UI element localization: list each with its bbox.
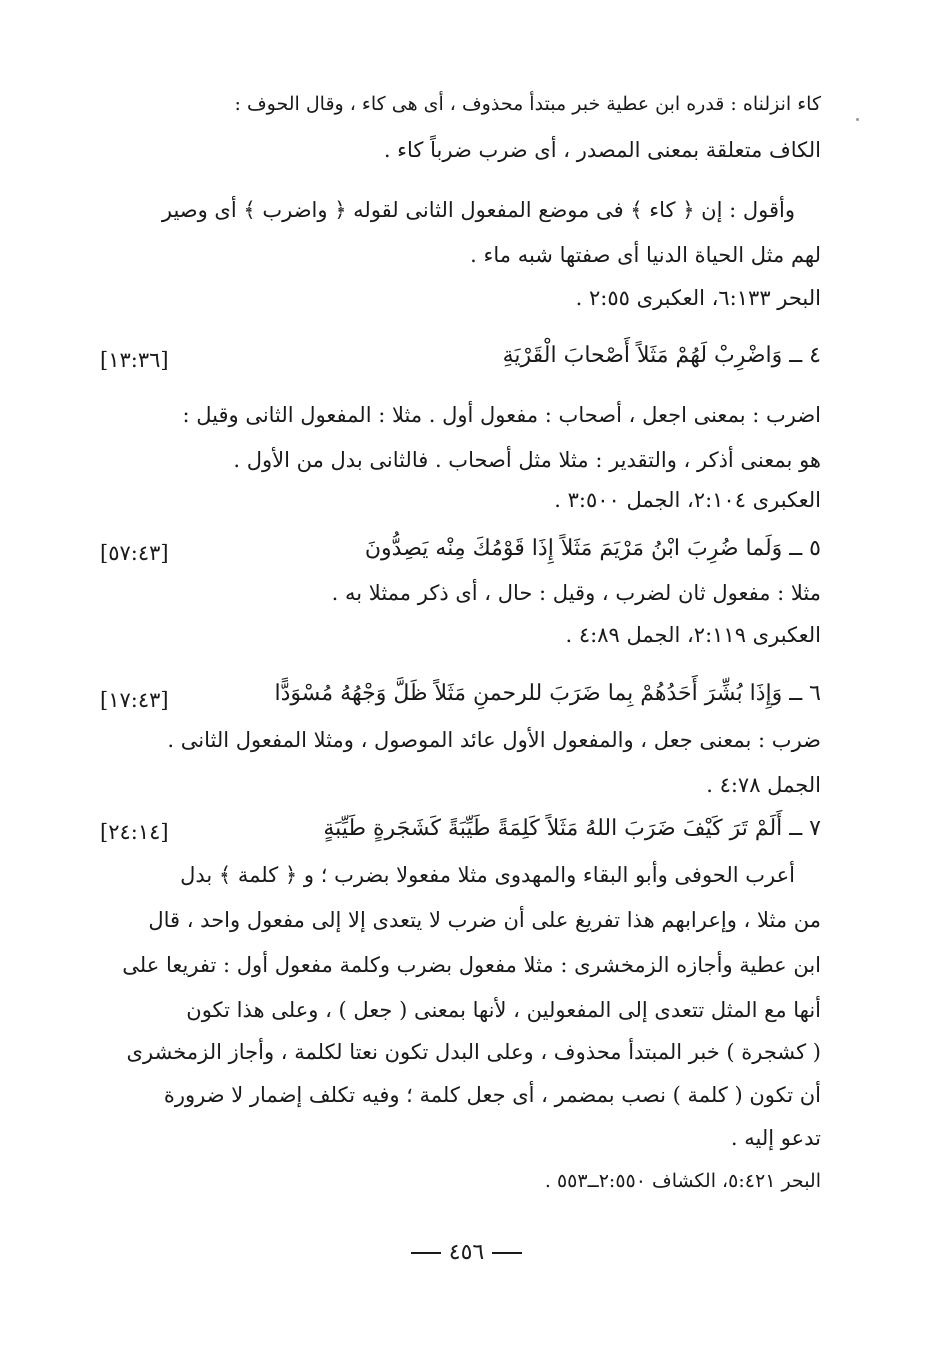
text-line: هو بمعنى أذكر ، والتقدير : مثلا مثل أصحاب . فالثانى بدل من الأول . xyxy=(233,448,821,472)
quran-verse-6: ٦ ــ وَإِذَا بُشِّرَ أَحَدُهُمْ بِما ضَرَبَ للرحمنِ مَثَلاً ظَلَّ وَجْهُهُ مُسْوَدًّا xyxy=(274,681,821,706)
verse-ref-4: [١٣:٣٦] xyxy=(100,348,169,372)
text-line: أن تكون ( كلمة ) نصب بمضمر ، أى جعل كلمة ؛ وفيه تكلف إضمار لا ضرورة xyxy=(163,1083,821,1107)
text-line: ضرب : بمعنى جعل ، والمفعول الأول عائد الموصول ، ومثلا المفعول الثانى . xyxy=(167,728,821,752)
footer-dash xyxy=(411,1252,441,1254)
text-line: وأقول : إن ﴿ كاء ﴾ فى موضع المفعول الثانى لقوله ﴿ واضرب ﴾ أى وصير xyxy=(161,198,795,222)
footer-dash xyxy=(492,1252,522,1254)
text-line: كاء انزلناه : قدره ابن عطية خبر مبتدأ محذوف ، أى هى كاء ، وقال الحوف : xyxy=(234,93,821,115)
page-number: ٤٥٦ xyxy=(448,1240,485,1265)
verse-ref-6: [١٧:٤٣] xyxy=(100,688,169,712)
text-line: مثلا : مفعول ثان لضرب ، وقيل : حال ، أى ذكر ممثلا به . xyxy=(331,581,821,605)
page-footer xyxy=(0,1240,933,1265)
text-line: من مثلا ، وإعرابهم هذا تفريغ على أن ضرب لا يتعدى إلا إلى مفعول واحد ، قال xyxy=(148,908,821,932)
text-line: الكاف متعلقة بمعنى المصدر ، أى ضرب ضرباً كاء . xyxy=(383,138,821,162)
text-line: أنها مع المثل تتعدى إلى المفعولين ، لأنها بمعنى ( جعل ) ، وعلى هذا تكون xyxy=(186,998,821,1022)
source-citation: البحر ٥:٤٢١، الكشاف ٢:٥٥٠ــ٥٥٣ . xyxy=(544,1170,821,1192)
verse-ref-5: [٥٧:٤٣] xyxy=(100,541,169,565)
text-line: اضرب : بمعنى اجعل ، أصحاب : مفعول أول . مثلا : المفعول الثانى وقيل : xyxy=(182,403,821,427)
text-line: لهم مثل الحياة الدنيا أى صفتها شبه ماء . xyxy=(470,243,821,267)
quran-verse-5: ٥ ــ وَلَما ضُرِبَ ابْنُ مَرْيَمَ مَثَلاً إِذَا قَوْمُكَ مِنْه يَصِدُّونَ xyxy=(364,536,821,561)
source-citation: الجمل ٤:٧٨ . xyxy=(706,773,821,797)
quran-verse-7: ٧ ــ أَلَمْ تَرَ كَيْفَ ضَرَبَ اللهُ مَثَلاً كَلِمَةً طَيِّبَةً كَشَجَرةٍ طَيِّبَةٍ xyxy=(323,816,821,841)
source-citation: العكبرى ٢:١١٩، الجمل ٤:٨٩ . xyxy=(565,623,821,647)
text-line: تدعو إليه . xyxy=(730,1126,821,1150)
source-citation: البحر ٦:١٣٣، العكبرى ٢:٥٥ . xyxy=(575,286,821,310)
verse-ref-7: [٢٤:١٤] xyxy=(100,820,169,844)
text-line: ابن عطية وأجازه الزمخشرى : مثلا مفعول بضرب وكلمة مفعول أول : تفريعا على xyxy=(122,953,821,977)
text-line: أعرب الحوفى وأبو البقاء والمهدوى مثلا مفعولا بضرب ؛ و ﴿ كلمة ﴾ بدل xyxy=(180,863,795,887)
scan-speck xyxy=(856,118,859,121)
source-citation: العكبرى ٢:١٠٤، الجمل ٣:٥٠٠ . xyxy=(554,488,821,512)
quran-verse-4: ٤ ــ وَاضْرِبْ لَهُمْ مَثَلاً أَصْحابَ الْقَرْيَةِ xyxy=(502,343,821,368)
text-line: ( كشجرة ) خبر المبتدأ محذوف ، وعلى البدل تكون نعتا لكلمة ، وأجاز الزمخشرى xyxy=(126,1040,821,1064)
